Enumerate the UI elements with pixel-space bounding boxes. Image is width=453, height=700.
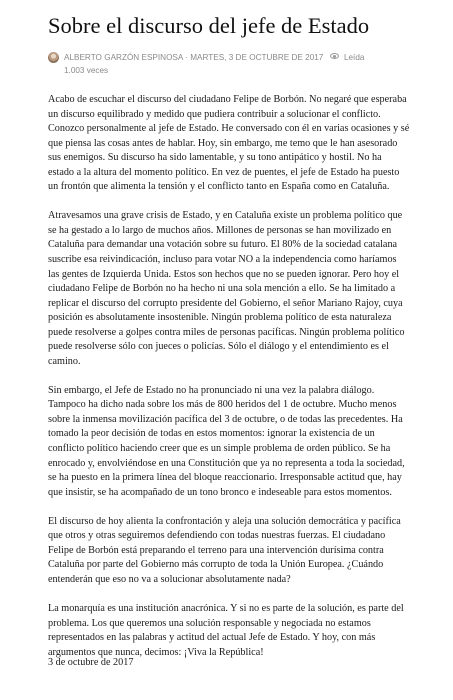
paragraph-line: Cataluña por parte del Gobierno más corrupto de toda la Unión Europea. ¿Cuándo xyxy=(48,559,384,571)
publish-date: MARTES, 3 DE OCTUBRE DE 2017 xyxy=(190,53,324,62)
paragraph-line: puede resolverse sólo con jueces o policías. Sólo el diálogo y el entendimiento es el xyxy=(48,341,389,353)
eye-icon xyxy=(330,53,339,59)
paragraph-line: argumentos que nunca, decimos: ¡Viva la República! xyxy=(48,646,264,658)
paragraph-line: entenderán que eso no va a solucionar absolutamente nada? xyxy=(48,573,291,585)
paragraph-line: estado a la altura del momento político. En vez de puentes, el jefe de Estado ha puesto xyxy=(48,166,400,178)
paragraph-line: sus enemigos. Su discurso ha sido lamentable, y su tono antipático y hostil. No ha xyxy=(48,152,382,164)
paragraph-line: Acabo de escuchar el discurso del ciudadano Felipe de Borbón. No negaré que esperaba xyxy=(48,94,407,105)
paragraph-line: Felipe de Borbón está preparando el terreno para una intervención durísima contra xyxy=(48,544,384,556)
paragraph-line: La monarquía es una institución anacrónica. Y si no es parte de la solución, es parte del xyxy=(48,602,404,614)
paragraph-line: un frontón que alimenta la tensión y el conflicto tanto en España como en Cataluña. xyxy=(48,181,390,193)
paragraph-line: que insistir, se ha acompañado de un tono bronco e indeseable para estos momentos. xyxy=(48,486,392,498)
paragraph-line: se ha gestado a lo largo de muchos años. Millones de personas se han movilizado en xyxy=(48,224,392,236)
paragraph-line: ciudadano Felipe de Borbón no ha hecho ni una sola mención a ello. Se ha limitado a xyxy=(48,283,396,295)
paragraph-line: Tampoco ha dicho nada sobre los más de 800 heridos del 1 de octubre. Mucho menos xyxy=(48,399,397,411)
paragraph-line: Atravesamos una grave crisis de Estado, y en Cataluña existe un problema político que xyxy=(48,210,403,222)
paragraph-line: Sin embargo, el Jefe de Estado no ha pronunciado ni una vez la palabra diálogo. xyxy=(48,384,375,396)
meta-separator: · xyxy=(185,53,188,62)
paragraph-line: problema. Los que queremos una solución responsable y negociada no estamos xyxy=(48,617,371,629)
author-avatar[interactable] xyxy=(48,52,59,63)
paragraph-line: enrocado y, envolviéndose en una Constitución que ya no representa a toda la sociedad, xyxy=(48,457,405,469)
author-name[interactable]: ALBERTO GARZÓN ESPINOSA xyxy=(64,53,183,62)
paragraph-line: un discurso equilibrado y medido que pudiera contribuir a solucionar el conflicto. xyxy=(48,108,381,120)
paragraph-line: tomado la peor decisión de todas en estos momentos: ignorar la existencia de un xyxy=(48,428,375,440)
read-count: 1.003 veces xyxy=(64,66,109,75)
paragraph-line: camino. xyxy=(48,355,81,367)
paragraph-line: suscribe esa reivindicación, incluso para votar NO a la independencia como haríamos xyxy=(48,253,397,265)
paragraph-line: posición es absolutamente insostenible. Ningún problema político de esta naturaleza xyxy=(48,312,392,324)
paragraph-line: puede resolverse a golpes contra miles de personas pacíficas. Ningún problema político xyxy=(48,326,405,338)
paragraph-line: El discurso de hoy alienta la confrontación y aleja una solución democrática y pacífica xyxy=(48,515,401,527)
paragraph-line: sobre la inmensa movilización pacífica del 3 de octubre, o de todas las precedentes. Ha xyxy=(48,413,403,425)
article-paragraph xyxy=(48,515,428,588)
read-label: Leída xyxy=(343,53,365,62)
paragraph-line: que otros y otras seguiremos defendiendo con todas nuestras fuerzas. El ciudadano xyxy=(48,530,386,542)
paragraph-line: replicar el discurso del corrupto presidente del Gobierno, el señor Mariano Rajoy, cuya xyxy=(48,297,403,309)
closing-date: 3 de octubre de 2017 xyxy=(48,657,134,668)
article-paragraph xyxy=(48,209,428,369)
article-paragraph xyxy=(48,93,428,195)
paragraph-line: Conozco personalmente al jefe de Estado. He conversado con él en varias ocasiones y sé xyxy=(48,123,410,135)
article-title: Sobre el discurso del jefe de Estado xyxy=(48,13,370,38)
paragraph-line: Cataluña para demandar una votación sobre su futuro. El 80% de la sociedad catalana xyxy=(48,239,398,251)
article-paragraph xyxy=(48,602,428,660)
article-paragraph xyxy=(48,384,428,500)
article-body xyxy=(48,93,428,675)
meta-line-1 xyxy=(64,51,364,64)
paragraph-line: se ha puesto en la primera línea del bloque reaccionario. Irresponsable actitud que, hay xyxy=(48,472,402,484)
paragraph-line: representados en las palabras y actitud del actual Jefe de Estado. Y hoy, con más xyxy=(48,632,376,644)
paragraph-line: conflicto político haciendo creer que es un simple problema de orden público. Se ha xyxy=(48,443,391,455)
article-meta xyxy=(48,51,428,81)
paragraph-line: las gentes de Izquierda Unida. Estos son hechos que no se pueden ignorar. Pero hoy el xyxy=(48,268,400,280)
paragraph-line: que piensa las cosas antes de hablar. Hoy, sin embargo, me temo que le han asesorado xyxy=(48,137,398,149)
